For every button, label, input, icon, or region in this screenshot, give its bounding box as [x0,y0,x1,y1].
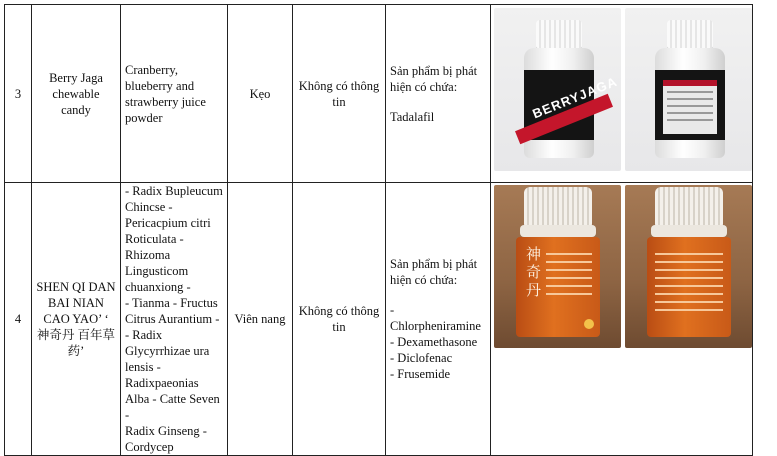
detection-note [386,183,491,456]
product-photo-front [494,8,621,171]
table-row [5,183,753,456]
photo-brand-text: BERRYJAGA [530,73,620,122]
dosage-form: Viên nang [228,183,293,456]
note-intro: Sản phẩm bị phát hiện có chứa: [390,63,478,94]
ingredient-line: Rhizoma Lingusticom chuanxiong - [125,248,191,294]
info-cell: Không có thông tin [293,183,386,456]
product-photos [491,183,753,456]
product-photo-back [625,8,752,171]
table-row [5,5,753,183]
ingredients: Cranberry, blueberry and strawberry juice powder [121,5,228,183]
substance-item: - Diclofenac [390,351,453,365]
product-name: SHEN QI DAN BAI NIAN CAO YAO’ ‘ 神奇丹 百年草药’ [32,183,121,456]
substance-item: - Chlorpheniramine [390,303,481,333]
ingredient-line: - Tianma - Fructus Citrus Aurantium - [125,296,220,326]
ingredient-line: - Radix Glycyrrhizae ura lensis - [125,328,210,374]
ingredients [121,183,228,456]
note-intro: Sản phẩm bị phát hiện có chứa: [390,257,478,287]
product-table [4,4,753,456]
ingredient-line: Pericacpium citri Roticulata - [125,216,211,246]
substance-item: - Frusemide [390,367,451,381]
product-photo-back [625,185,752,348]
product-photo-front [494,185,621,348]
substance-item: - Dexamethasone [390,335,478,349]
ingredient-line: Radix Ginseng - Cordycep [125,424,207,454]
photo-label-chars: 神奇丹 [526,245,542,299]
info-cell: Không có thông tin [293,5,386,183]
ingredient-line: Radixpaeonias Alba - Catte Seven - [125,376,220,422]
product-name: Berry Jaga chewable candy [32,5,121,183]
product-photos [491,5,753,183]
detection-note [386,5,491,183]
row-number: 3 [5,5,32,183]
dosage-form: Kẹo [228,5,293,183]
ingredient-line: - Radix Bupleucum Chincse - [125,184,223,214]
row-number: 4 [5,183,32,456]
substance-item: Tadalafil [390,109,435,124]
